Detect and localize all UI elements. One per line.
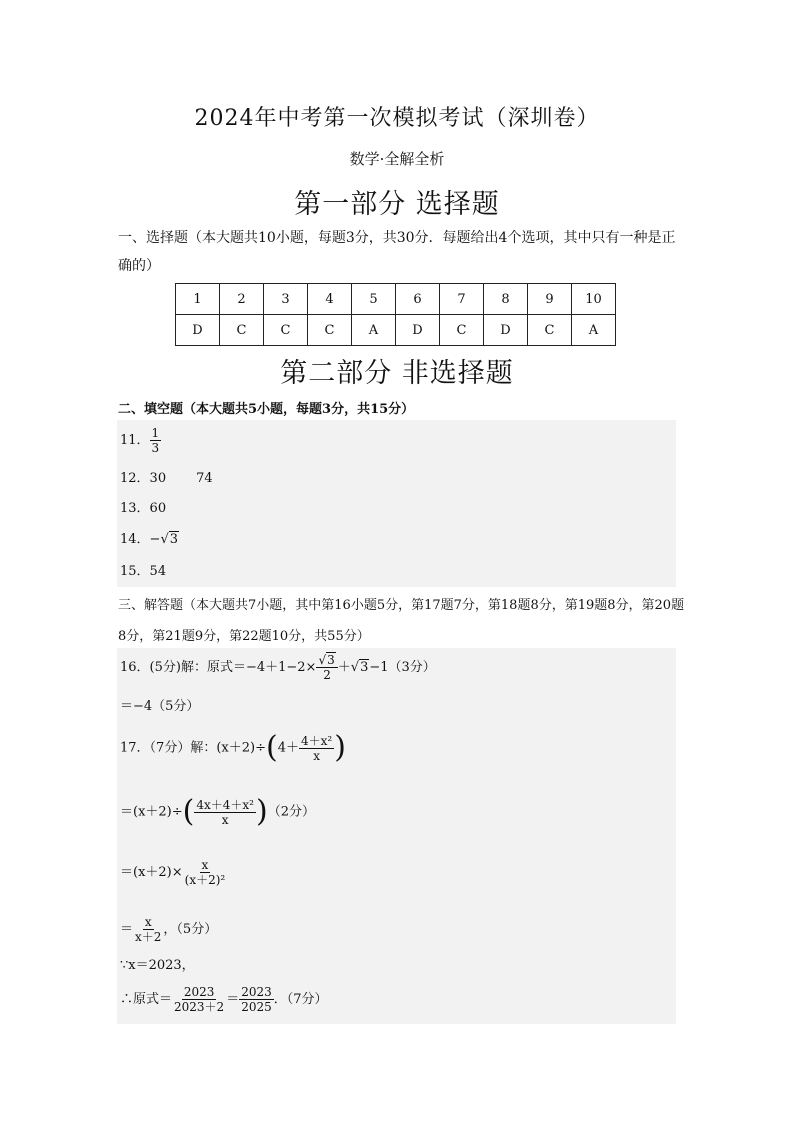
expression-text: ，（5分） (163, 922, 218, 937)
question-number: 12． (120, 471, 150, 486)
denominator: 3 (151, 441, 160, 455)
expression-text: ＝ (120, 922, 134, 937)
fill-answer-13 (120, 500, 166, 518)
choice-instruction: 一、选择题（本大题共10小题，每题3分，共30分．每题给出4个选项，其中只有一种是正确的） (118, 230, 676, 274)
table-cell: 3 (264, 284, 308, 315)
expression-text: 16．(5分)解：原式＝−4＋1−2× (120, 660, 317, 675)
radicand: 3 (360, 660, 369, 675)
sqrt-expression: √3 (318, 653, 335, 667)
table-cell: 1 (176, 284, 220, 315)
numerator: 4＋x² (300, 733, 333, 748)
table-cell: 2 (220, 284, 264, 315)
numerator: 1 (151, 426, 160, 440)
q17-line4 (120, 915, 217, 944)
table-cell: D (484, 315, 528, 346)
answer-table (175, 283, 616, 346)
fill-answer-14 (120, 531, 179, 549)
fill-answer-15 (120, 563, 166, 581)
answer-value: 60 (149, 501, 167, 516)
question-number: 14． (120, 532, 150, 547)
fill-instruction: 二、填空题（本大题共5小题，每题3分，共15分） (118, 402, 415, 417)
fill-answers-band (117, 420, 676, 587)
q16-line2: ＝−4（5分） (120, 699, 200, 714)
table-cell: D (396, 315, 440, 346)
numerator: x (201, 858, 209, 872)
expression-text: ＝(x＋2)÷ (120, 804, 183, 820)
answer-value: 30 (149, 471, 167, 486)
answer-value: 74 (196, 471, 213, 486)
numerator: x (144, 915, 152, 929)
question-number: 13． (120, 501, 150, 516)
table-cell: 10 (572, 284, 616, 315)
answer-table-answer-row (176, 315, 616, 346)
q17-line3 (120, 858, 227, 887)
table-cell: C (528, 315, 572, 346)
page-subtitle: 数学·全解全析 (349, 150, 445, 168)
table-cell: 5 (352, 284, 396, 315)
expression-text: (x＋2)÷ (216, 740, 266, 756)
table-cell: 9 (528, 284, 572, 315)
numerator: 2023 (241, 985, 272, 999)
fraction (150, 426, 162, 455)
fill-answer-11 (120, 426, 161, 455)
numerator: 2023 (183, 985, 215, 999)
fill-answer-12 (120, 470, 213, 488)
table-cell: 6 (396, 284, 440, 315)
table-cell: 8 (484, 284, 528, 315)
denominator: x＋2 (135, 930, 162, 944)
fraction (133, 915, 163, 944)
table-cell: D (176, 315, 220, 346)
q17-line5: ∵x＝2023， (120, 958, 195, 973)
expression-text: −1（3分） (369, 660, 436, 675)
table-cell: A (352, 315, 396, 346)
q17-line2: ＝(x＋2)÷( $\frac{\text{4x＋4＋x²}}{x}$ )（2分） (120, 794, 315, 829)
expression-text: ．（7分） (273, 992, 328, 1007)
table-cell: C (264, 315, 308, 346)
minus-sign: − (149, 532, 161, 547)
fraction (299, 734, 334, 763)
expression-text: ＝ (226, 992, 240, 1007)
expression-text: 17．（7分）解： (120, 740, 217, 756)
table-cell: C (220, 315, 264, 346)
expression-text: （2分） (267, 804, 315, 820)
denominator: 2025 (241, 1000, 272, 1014)
numerator (316, 653, 337, 668)
fraction (239, 985, 274, 1014)
table-cell: A (572, 315, 616, 346)
radicand: 3 (327, 653, 335, 667)
fraction (316, 653, 337, 682)
denominator: (x＋2)² (184, 873, 226, 887)
part2-heading: 第二部分 非选择题 (280, 358, 514, 389)
radicand: 3 (169, 532, 179, 547)
q17-line1: 17．（7分）解：(x＋2)÷(4＋ $\frac{\text{4＋x²}}{x}$ ) (120, 730, 346, 765)
table-cell: C (308, 315, 352, 346)
page-title: 2024年中考第一次模拟考试（深圳卷） (194, 106, 600, 131)
answer-value: 54 (149, 564, 167, 579)
fraction (172, 985, 226, 1014)
table-cell: 4 (308, 284, 352, 315)
part1-heading: 第一部分 选择题 (294, 189, 500, 220)
expression-text: ＝(x＋2)× (120, 865, 183, 880)
solve-answers-band (117, 648, 676, 1024)
q17-line6 (120, 985, 328, 1014)
fraction (194, 798, 256, 827)
denominator: 2 (323, 668, 331, 682)
q16-line1 (120, 653, 436, 682)
table-cell: 7 (440, 284, 484, 315)
denominator: 2023＋2 (174, 1000, 225, 1014)
fraction (183, 858, 228, 887)
numerator: 4x＋4＋x² (196, 797, 254, 812)
expression-text: ∴原式＝ (120, 992, 173, 1007)
question-number: 15． (120, 564, 150, 579)
expression-text: 4＋ (277, 740, 299, 756)
answer-table-number-row (176, 284, 616, 315)
table-cell: C (440, 315, 484, 346)
expression-text: ＋ (337, 660, 351, 675)
denominator: x (221, 812, 229, 827)
solve-instruction: 三、解答题（本大题共7小题，其中第16小题5分，第17题7分，第18题8分，第19题8分，第20题8分，第21题9分，第22题10分，共55分） (118, 598, 685, 644)
sqrt-expression: √3 (160, 532, 179, 547)
sqrt-expression: √3 (350, 660, 369, 675)
question-number: 11． (120, 433, 150, 448)
denominator: x (313, 748, 320, 763)
